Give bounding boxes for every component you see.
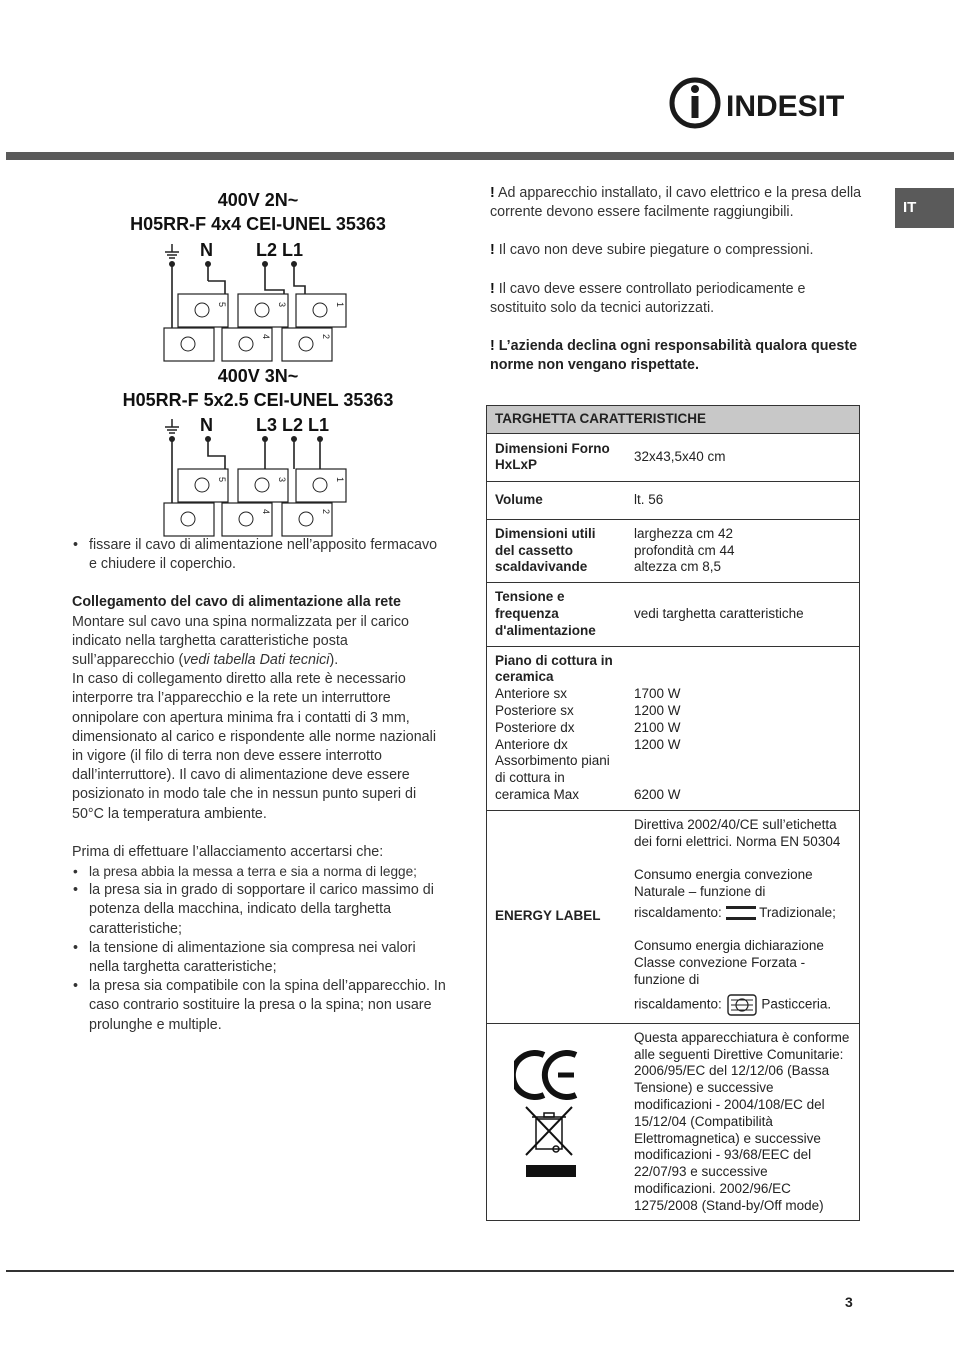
page-number: 3 xyxy=(845,1294,853,1310)
row-voltage-label: Tensione e frequenza d'alimentazione xyxy=(487,583,622,646)
row-compliance-icons xyxy=(487,1023,622,1221)
row-dimensions-label: Dimensioni Forno HxLxP xyxy=(487,433,622,481)
paragraph-plug-end: ). xyxy=(329,652,339,669)
diagram1-terminal-n: N xyxy=(200,240,213,260)
row-hob-values xyxy=(621,646,860,810)
table-header: TARGHETTA CARATTERISTICHE xyxy=(487,406,860,434)
note-4 xyxy=(490,337,862,375)
check-item: • la tensione di alimentazione sia compresa nei valori nella targhetta caratteristiche; xyxy=(72,939,447,977)
diagram1-title2: H05RR-F 4x4 CEI-UNEL 35363 xyxy=(130,214,386,234)
paragraph-plug-text: Montare sul cavo una spina normalizzata per il carico indicato nella targhetta caratteristiche posta sull’apparecchio ( xyxy=(72,613,409,669)
energy-directive: Direttiva 2002/40/CE sull’etichetta dei forni elettrici. Norma EN 50304 xyxy=(634,816,841,849)
traditional-heating-icon xyxy=(726,905,756,921)
row-dimensions-value: 32x43,5x40 cm xyxy=(621,433,860,481)
diagram2-terminal-n: N xyxy=(200,415,213,435)
pastry-label: Pasticceria. xyxy=(757,996,832,1012)
row-energy-values xyxy=(621,810,860,1023)
hob-zone-value: 1700 W xyxy=(634,686,681,702)
diagram2-title2: H05RR-F 5x2.5 CEI-UNEL 35363 xyxy=(122,390,394,410)
hob-total-label: Assorbimento piani di cottura in ceramica Max xyxy=(495,753,610,802)
language-tab: IT xyxy=(895,188,954,228)
drawer-height: altezza cm 8,5 xyxy=(634,559,722,575)
row-drawer-label: Dimensioni utili del cassetto scaldavivande xyxy=(487,519,622,582)
energy-natural: Consumo energia convezione Naturale – funzione di xyxy=(634,867,813,899)
check-item: • la presa abbia la messa a terra e sia a norma di legge; xyxy=(72,862,447,881)
energy-forced: Consumo energia dichiarazione Classe convezione Forzata - funzione di xyxy=(634,938,824,987)
pastry-fan-icon xyxy=(726,993,758,1017)
terminal-number-3: 3 xyxy=(277,302,287,308)
paragraph-plug xyxy=(72,613,447,671)
ce-mark-c xyxy=(514,1053,544,1097)
hob-zone-value: 2100 W xyxy=(634,719,681,735)
note-1-text: Ad apparecchio installato, il cavo elettrico e la presa della corrente devono essere facilmente raggiungibili. xyxy=(490,185,862,221)
terminal-number-5: 5 xyxy=(217,302,227,308)
heating-label: riscaldamento: xyxy=(634,996,722,1012)
terminal-number-2: 2 xyxy=(321,509,331,515)
left-text-column xyxy=(72,536,447,1035)
hob-zone-item: Anteriore sx xyxy=(495,686,568,702)
diagram2-terminal-l3l2l1: L3 L2 L1 xyxy=(256,415,330,435)
terminal-number-3: 3 xyxy=(277,477,287,483)
section-heading: Collegamento del cavo di alimentazione alla rete xyxy=(72,594,401,611)
compliance-marks xyxy=(514,1045,594,1195)
paragraph-direct-connection: In caso di collegamento diretto alla rete è necessario interporre tra l’apparecchio e la rete un interruttore onnipolare con apertura minima fra i contatti di 3 mm, dimensionato al carico e rispondente alle norme nazionali in vigore (il filo di terra non deve essere interrotto dall’interruttore). Il cavo di alimentazione deve essere posizionato in modo tale che in nessun punto superi di 50°C la temperatura ambiente. xyxy=(72,671,436,822)
wiring-diagram-2n xyxy=(150,236,370,364)
warning-mark: ! xyxy=(490,280,495,297)
weee-bin-icon xyxy=(526,1107,572,1155)
terminal-number-1: 1 xyxy=(335,302,345,308)
bullet-fix-cable: • fissare il cavo di alimentazione nell’apposito fermacavo e chiudere il coperchio. xyxy=(72,536,447,574)
table-reference: vedi tabella Dati tecnici xyxy=(183,652,330,669)
diagram2-title1: 400V 3N~ xyxy=(217,366,299,386)
row-drawer-values xyxy=(621,519,860,582)
terminal-number-4: 4 xyxy=(261,334,271,340)
warning-mark: ! xyxy=(490,338,495,355)
energy-natural-line xyxy=(634,905,851,922)
diagram1-terminal-l2l1: L2 L1 xyxy=(256,240,304,260)
terminal-number-2: 2 xyxy=(321,334,331,340)
row-volume-label: Volume xyxy=(487,481,622,519)
terminal-number-1: 1 xyxy=(335,477,345,483)
traditional-label: Tradizionale; xyxy=(755,904,836,920)
note-3-text: Il cavo deve essere controllato periodicamente e sostituito solo da tecnici autorizzati. xyxy=(490,280,806,316)
note-1 xyxy=(490,184,862,222)
paragraph-checks-intro: Prima di effettuare l’allacciamento accertarsi che: xyxy=(72,843,384,860)
indesit-logo xyxy=(668,76,868,130)
note-4-text: L’azienda declina ogni responsabilità qualora queste norme non vengano rispettate. xyxy=(490,338,858,374)
warning-mark: ! xyxy=(490,185,495,201)
warning-mark: ! xyxy=(490,242,495,259)
hob-zone-item: Posteriore sx xyxy=(495,702,574,718)
bottom-divider xyxy=(6,1270,954,1272)
hob-zone-value: 1200 W xyxy=(634,702,681,718)
heating-label: riscaldamento: xyxy=(634,904,722,920)
terminal-number-5: 5 xyxy=(217,477,227,483)
diagram1-title1: 400V 2N~ xyxy=(217,190,299,210)
row-compliance-text: Questa apparecchiatura è conforme alle seguenti Direttive Comunitarie: 2006/95/EC del 12/12/06 (Bassa Tensione) e successive modificazioni - 2004/108/EC del 15/12/04 (Compatibilità Elettromagnetica) e successive modificazioni - 93/68/EEC del 22/07/93 e successive modificazioni. 2002/96/EC 1275/2008 (Stand-by/Off mode) xyxy=(621,1023,860,1221)
check-item: • la presa sia compatibile con la spina dell’apparecchio. In caso contrario sostituire la presa o la spina; non usare prolunghe e multiple. xyxy=(72,977,447,1035)
row-volume-value: lt. 56 xyxy=(621,481,860,519)
hob-zone-value: 1200 W xyxy=(634,736,681,752)
energy-forced-line xyxy=(634,993,851,1017)
drawer-width: larghezza cm 42 xyxy=(634,525,734,541)
wiring-diagram-3n xyxy=(150,411,370,539)
warning-notes xyxy=(490,184,862,394)
row-energy-label: ENERGY LABEL xyxy=(487,810,622,1023)
hob-total-value: 6200 W xyxy=(634,786,681,802)
note-2-text: Il cavo non deve subire piegature o compressioni. xyxy=(494,242,814,259)
brand-name: INDESIT xyxy=(726,90,845,123)
terminal-number-4: 4 xyxy=(261,509,271,515)
check-item: • la presa sia in grado di sopportare il carico massimo di potenza della macchina, indicato della targhetta caratteristiche; xyxy=(72,881,447,939)
note-3 xyxy=(490,280,862,318)
spec-table xyxy=(486,405,860,1221)
hob-title: Piano di cottura in ceramica xyxy=(495,652,613,685)
hob-zone-item: Anteriore dx xyxy=(495,736,568,752)
row-hob-label xyxy=(487,646,622,810)
hob-zone-item: Posteriore dx xyxy=(495,719,575,735)
weee-bar xyxy=(526,1165,576,1177)
drawer-depth: profondità cm 44 xyxy=(634,542,735,558)
row-voltage-value: vedi targhetta caratteristiche xyxy=(621,583,860,646)
note-2 xyxy=(490,241,862,260)
top-divider xyxy=(6,152,954,160)
